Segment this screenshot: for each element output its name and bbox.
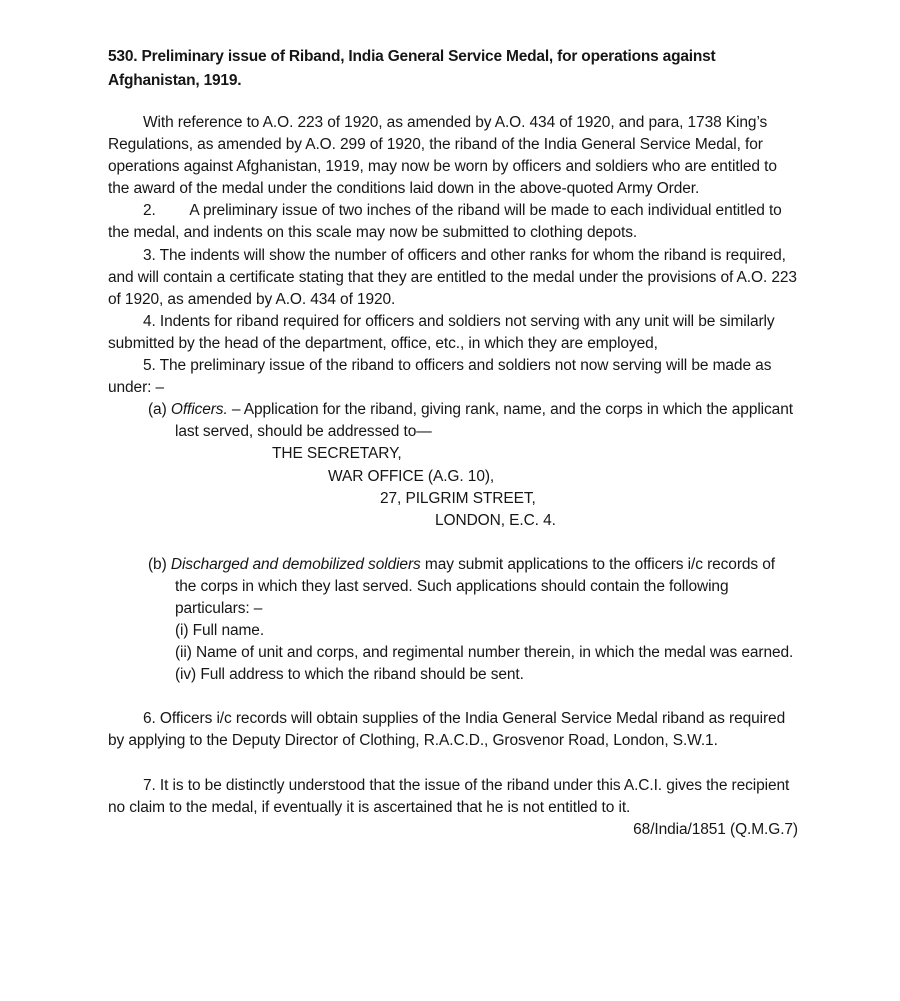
list-item-a: [148, 399, 798, 443]
particular-item-i: (i) Full name.: [175, 622, 265, 640]
address-line-street: 27, PILGRIM STREET,: [380, 489, 536, 507]
blank-line: [108, 686, 798, 708]
list-item-b: [148, 554, 798, 620]
reference-number: 68/India/1851 (Q.M.G.7): [633, 820, 798, 838]
item-a-text: – Application for the riband, giving rank, name, and the corps in which the applicant last served, should be addressed to—: [175, 401, 793, 441]
address-line-city: LONDON, E.C. 4.: [435, 511, 556, 529]
document-title: 530. Preliminary issue of Riband, India General Service Medal, for operations against Afghanistan, 1919.: [108, 48, 716, 89]
blank-line: [108, 753, 798, 775]
address-line-secretary: THE SECRETARY,: [272, 445, 402, 463]
address-line-war-office: WAR OFFICE (A.G. 10),: [328, 467, 495, 485]
item-b-emphasis: Discharged and demobilized soldiers: [170, 555, 421, 573]
paragraph-2: 2. A preliminary issue of two inches of the riband will be made to each individual entitled to the medal, and indents on this scale may now be submitted to clothing depots.: [108, 202, 782, 242]
particular-item-ii: (ii) Name of unit and corps, and regimental number therein, in which the medal was earned.: [175, 644, 794, 662]
blank-line: [108, 532, 798, 554]
item-b-label: (b): [148, 555, 171, 573]
paragraph-1: With reference to A.O. 223 of 1920, as amended by A.O. 434 of 1920, and para, 1738 King’s Regulations, as amended by A.O. 299 of 1920, the riband of the India General Service Medal, for operations against Afghanistan, 1919, may now be worn by officers and soldiers who are entitled to the award of the medal under the conditions laid down in the above-quoted Army Order.: [108, 114, 777, 198]
item-a-label: (a): [148, 401, 171, 419]
paragraph-7: 7. It is to be distinctly understood that the issue of the riband under this A.C.I. gives the recipient no claim to the medal, if eventually it is ascertained that he is not entitled to it.: [108, 776, 790, 816]
paragraph-4: 4. Indents for riband required for officers and soldiers not serving with any unit will be similarly submitted by the head of the department, office, etc., in which they are employed,: [108, 312, 775, 352]
paragraph-6: 6. Officers i/c records will obtain supplies of the India General Service Medal riband as required by applying to the Deputy Director of Clothing, R.A.C.D., Grosvenor Road, London, S.W.1.: [108, 710, 786, 750]
paragraph-3: 3. The indents will show the number of officers and other ranks for whom the riband is required, and will contain a certificate stating that they are entitled to the medal under the provisions of A.O. 223 of 1920, as amended by A.O. 434 of 1920.: [108, 246, 797, 308]
document-body: [108, 45, 798, 841]
item-b-text: may submit applications to the officers i/c records of the corps in which they last served. Such applications should contain the following particulars: –: [175, 555, 775, 617]
item-a-emphasis: Officers.: [170, 401, 228, 419]
particular-item-iv: (iv) Full address to which the riband should be sent.: [175, 666, 524, 684]
paragraph-5: 5. The preliminary issue of the riband to officers and soldiers not now serving will be made as under: –: [108, 357, 772, 397]
